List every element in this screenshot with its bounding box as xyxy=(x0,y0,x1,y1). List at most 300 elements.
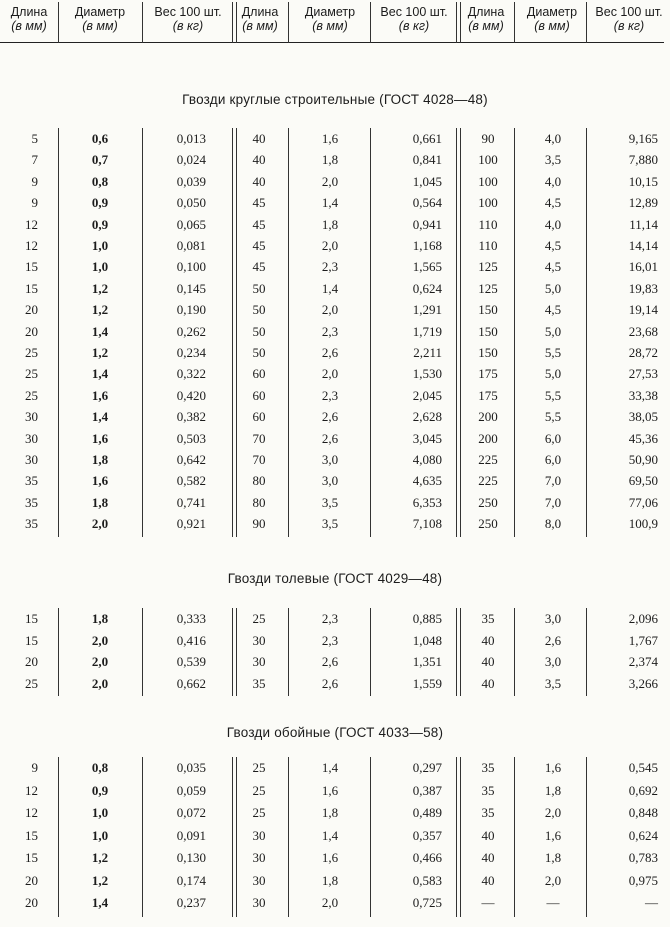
table-cell: 250 xyxy=(478,494,498,510)
table-cell: 12,89 xyxy=(628,195,658,211)
table-cell: 12 xyxy=(25,216,38,232)
column-divider xyxy=(370,128,371,537)
table-cell: 1,8 xyxy=(91,494,109,510)
table-cell: 2,0 xyxy=(544,805,562,820)
table-cell: 1,045 xyxy=(412,173,442,189)
table-cell: 0,9 xyxy=(91,782,109,798)
table-cell: 1,8 xyxy=(91,611,109,626)
table-cell: 35 xyxy=(25,494,38,510)
table-cell: 0,091 xyxy=(176,827,206,843)
table-cell: 0,783 xyxy=(628,850,658,865)
table-cell: 4,5 xyxy=(544,302,562,318)
table-cell: 0,582 xyxy=(176,473,206,489)
column-divider xyxy=(288,608,289,696)
table-cell: 27,53 xyxy=(628,366,658,382)
table-cell: 35 xyxy=(481,805,495,820)
table-cell: 2,0 xyxy=(544,872,562,888)
table-cell: 1,559 xyxy=(412,675,442,691)
table-cell: 35 xyxy=(481,760,495,775)
table-cell: 125 xyxy=(478,280,498,296)
column-header-title: Длина xyxy=(10,5,48,19)
table-cell: 60 xyxy=(252,409,266,425)
column-divider xyxy=(58,608,59,696)
table-cell: 0,237 xyxy=(176,895,206,910)
table-cell: 0,9 xyxy=(91,216,109,232)
table-cell: 1,4 xyxy=(91,366,109,382)
table-cell: 5,0 xyxy=(544,323,562,339)
table-cell: 5 xyxy=(31,131,38,146)
table-cell: 0,921 xyxy=(176,516,206,532)
column-divider xyxy=(586,128,587,537)
table-cell: 1,2 xyxy=(91,280,109,296)
table-cell: 45,36 xyxy=(628,430,658,446)
table-cell: 0,8 xyxy=(91,173,109,189)
table-cell: 7 xyxy=(31,152,38,168)
table-cell: 16,01 xyxy=(628,259,658,275)
column-header-unit: (в мм) xyxy=(312,19,348,33)
table-cell: 25 xyxy=(252,782,266,798)
column-header-unit: (в мм) xyxy=(534,19,570,33)
table-cell: 45 xyxy=(252,238,266,253)
section-title: Гвозди круглые строительные (ГОСТ 4028—48) xyxy=(182,92,488,107)
table-cell: 15 xyxy=(25,259,38,275)
table-cell: 3,045 xyxy=(412,430,442,446)
table-cell: 1,8 xyxy=(91,452,109,467)
table-cell: 35 xyxy=(252,675,266,691)
table-cell: 9,165 xyxy=(628,131,658,146)
table-cell: 1,4 xyxy=(91,409,109,425)
table-cell: 0,100 xyxy=(176,259,206,275)
table-cell: 25 xyxy=(25,675,38,691)
table-cell: 40 xyxy=(481,654,495,669)
table-cell: 125 xyxy=(478,259,498,275)
table-cell: 4,5 xyxy=(544,195,562,211)
table-cell: 0,333 xyxy=(176,611,206,626)
section-title: Гвозди обойные (ГОСТ 4033—58) xyxy=(226,725,444,740)
table-cell: 20 xyxy=(25,895,38,910)
table-cell: 1,168 xyxy=(412,238,442,253)
table-cell: 150 xyxy=(478,323,498,339)
table-cell: 3,0 xyxy=(544,611,562,626)
table-cell: 4,0 xyxy=(544,131,562,146)
table-cell: 20 xyxy=(25,302,38,318)
table-cell: 4,5 xyxy=(544,259,562,275)
table-cell: 40 xyxy=(481,850,495,865)
table-cell: 30 xyxy=(252,895,266,910)
table-cell: 8,0 xyxy=(544,516,562,532)
table-cell: 40 xyxy=(252,152,266,168)
table-cell: 30 xyxy=(252,850,266,865)
column-header-title: Вес 100 шт. xyxy=(154,5,222,19)
table-cell: 35 xyxy=(481,611,495,626)
table-cell: 11,14 xyxy=(629,216,658,232)
table-cell: 2,211 xyxy=(413,345,442,360)
table-cell: 0,297 xyxy=(412,760,442,775)
table-cell: 40 xyxy=(481,675,495,691)
table-cell: 0,9 xyxy=(91,195,109,211)
table-cell: 0,661 xyxy=(412,131,442,146)
table-cell: 10,15 xyxy=(628,173,658,189)
table-cell: 0,013 xyxy=(176,131,206,146)
table-cell: 25 xyxy=(25,366,38,382)
table-cell: 0,322 xyxy=(176,366,206,382)
table-cell: 3,0 xyxy=(321,473,339,489)
table-cell: 0,624 xyxy=(412,280,442,296)
table-cell: 1,6 xyxy=(91,473,109,489)
table-cell: 14,14 xyxy=(628,238,658,253)
table-cell: 3,5 xyxy=(544,675,562,691)
table-cell: 1,8 xyxy=(544,850,562,865)
table-cell: 7,0 xyxy=(544,473,562,489)
table-cell: 12 xyxy=(25,805,38,820)
table-cell: 50 xyxy=(252,323,266,339)
table-cell: 1,351 xyxy=(412,654,442,669)
table-cell: 15 xyxy=(25,827,38,843)
table-cell: 0,234 xyxy=(176,345,206,360)
table-cell: 5,0 xyxy=(544,366,562,382)
column-header xyxy=(588,5,670,33)
column-header-unit: (в мм) xyxy=(242,19,278,33)
table-cell: 38,05 xyxy=(628,409,658,425)
group-divider xyxy=(456,128,461,537)
table-cell: 100,9 xyxy=(628,516,658,532)
table-cell: 0,545 xyxy=(628,760,658,775)
group-divider xyxy=(456,608,461,696)
table-cell: 25 xyxy=(25,387,38,403)
column-divider xyxy=(288,757,289,917)
table-cell: 0,642 xyxy=(176,452,206,467)
group-divider xyxy=(232,757,237,917)
table-cell: 0,387 xyxy=(412,782,442,798)
table-cell: 40 xyxy=(481,632,495,648)
table-cell: 0,382 xyxy=(176,409,206,425)
table-cell: 2,0 xyxy=(91,632,109,648)
table-cell: 30 xyxy=(25,452,38,467)
table-cell: 1,8 xyxy=(321,805,339,820)
column-header xyxy=(60,5,140,33)
table-cell: 0,262 xyxy=(176,323,206,339)
group-divider xyxy=(232,608,237,696)
table-cell: 0,662 xyxy=(176,675,206,691)
table-cell: 1,6 xyxy=(544,827,562,843)
table-cell: 1,2 xyxy=(91,302,109,318)
table-cell: 1,6 xyxy=(321,850,339,865)
column-header-unit: (в мм) xyxy=(11,19,47,33)
table-cell: 3,5 xyxy=(321,516,339,532)
table-cell: 30 xyxy=(25,430,38,446)
table-cell: 35 xyxy=(481,782,495,798)
column-header xyxy=(458,5,514,33)
header-column-divider xyxy=(370,2,371,43)
table-cell: 1,8 xyxy=(321,216,339,232)
table-cell: 30 xyxy=(252,632,266,648)
table-cell: 25 xyxy=(252,611,266,626)
table-cell: 69,50 xyxy=(628,473,658,489)
table-cell: 12 xyxy=(25,238,38,253)
header-column-divider xyxy=(586,2,587,43)
table-cell: 0,050 xyxy=(176,195,206,211)
column-header xyxy=(372,5,456,33)
column-divider xyxy=(514,128,515,537)
table-cell: 50 xyxy=(252,280,266,296)
table-cell: 1,8 xyxy=(544,782,562,798)
table-cell: 1,767 xyxy=(628,632,658,648)
table-cell: 70 xyxy=(252,452,266,467)
table-cell: 6,353 xyxy=(412,494,442,510)
column-header-unit: (в кг) xyxy=(613,19,645,33)
column-header xyxy=(144,5,232,33)
table-cell: 0,035 xyxy=(176,760,206,775)
table-cell: 30 xyxy=(252,827,266,843)
table-cell: 0,039 xyxy=(176,173,206,189)
table-cell: 6,0 xyxy=(544,452,562,467)
table-cell: 0,583 xyxy=(412,872,442,888)
table-cell: 1,4 xyxy=(321,280,339,296)
table-cell: 2,0 xyxy=(321,173,339,189)
table-cell: 1,0 xyxy=(91,827,109,843)
table-cell: 200 xyxy=(478,430,498,446)
table-cell: 6,0 xyxy=(544,430,562,446)
table-cell: 40 xyxy=(252,173,266,189)
table-cell: 0,741 xyxy=(176,494,206,510)
table-cell: 25 xyxy=(25,345,38,360)
column-divider xyxy=(58,128,59,537)
table-cell: 175 xyxy=(478,387,498,403)
table-cell: 1,291 xyxy=(412,302,442,318)
table-cell: 60 xyxy=(252,366,266,382)
table-cell: 12 xyxy=(25,782,38,798)
header-divider xyxy=(0,42,664,43)
column-divider xyxy=(586,757,587,917)
column-header-title: Вес 100 шт. xyxy=(595,5,663,19)
table-cell: 2,0 xyxy=(91,654,109,669)
column-divider xyxy=(370,757,371,917)
table-cell: 9 xyxy=(31,195,38,211)
header-column-divider xyxy=(58,2,59,43)
column-header-title: Диаметр xyxy=(304,5,356,19)
table-cell: 1,4 xyxy=(321,827,339,843)
table-cell: 0,725 xyxy=(412,895,442,910)
table-cell: 7,0 xyxy=(544,494,562,510)
table-cell: 2,045 xyxy=(412,387,442,403)
table-cell: 0,357 xyxy=(412,827,442,843)
table-cell: 40 xyxy=(252,131,266,146)
table-cell: 1,4 xyxy=(321,195,339,211)
table-cell: 80 xyxy=(252,494,266,510)
table-cell: 4,080 xyxy=(412,452,442,467)
table-cell: 225 xyxy=(478,452,498,467)
table-cell: 1,048 xyxy=(412,632,442,648)
table-cell: 1,719 xyxy=(412,323,442,339)
table-cell: 1,6 xyxy=(91,430,109,446)
table-cell: 1,565 xyxy=(412,259,442,275)
table-cell: 2,6 xyxy=(321,430,339,446)
table-cell: 0,841 xyxy=(412,152,442,168)
table-cell: 70 xyxy=(252,430,266,446)
table-cell: 2,0 xyxy=(91,516,109,532)
table-cell: 35 xyxy=(25,473,38,489)
table-cell: 150 xyxy=(478,345,498,360)
section-title: Гвозди толевые (ГОСТ 4029—48) xyxy=(227,571,443,586)
table-cell: 60 xyxy=(252,387,266,403)
column-header-unit: (в мм) xyxy=(468,19,504,33)
table-cell: 1,0 xyxy=(91,805,109,820)
table-cell: 0,174 xyxy=(176,872,206,888)
table-cell: 4,0 xyxy=(544,216,562,232)
table-cell: 4,0 xyxy=(544,173,562,189)
table-cell: 90 xyxy=(252,516,266,532)
table-cell: 30 xyxy=(252,654,266,669)
table-cell: 2,3 xyxy=(321,632,339,648)
table-cell: 175 xyxy=(478,366,498,382)
table-cell: 2,3 xyxy=(321,323,339,339)
column-header-unit: (в кг) xyxy=(172,19,204,33)
table-cell: 225 xyxy=(478,473,498,489)
table-cell: 77,06 xyxy=(628,494,658,510)
table-cell: 1,6 xyxy=(544,760,562,775)
table-cell: 150 xyxy=(478,302,498,318)
table-cell: 23,68 xyxy=(628,323,658,339)
header-column-divider xyxy=(514,2,515,43)
table-cell: 2,0 xyxy=(321,302,339,318)
table-cell: 3,5 xyxy=(544,152,562,168)
table-cell: 20 xyxy=(25,323,38,339)
table-cell: 0,190 xyxy=(176,302,206,318)
table-cell: 0,941 xyxy=(412,216,442,232)
column-header-title: Длина xyxy=(241,5,279,19)
table-cell: 1,6 xyxy=(321,782,339,798)
table-cell: 1,4 xyxy=(91,895,109,910)
table-cell: 0,466 xyxy=(412,850,442,865)
column-header-title: Вес 100 шт. xyxy=(380,5,448,19)
table-cell: 2,0 xyxy=(91,675,109,691)
table-cell: 2,6 xyxy=(321,675,339,691)
column-divider xyxy=(142,608,143,696)
table-cell: 15 xyxy=(25,632,38,648)
table-cell: 30 xyxy=(25,409,38,425)
table-cell: 2,374 xyxy=(628,654,658,669)
column-divider xyxy=(586,608,587,696)
table-cell: 1,2 xyxy=(91,345,109,360)
table-cell: 28,72 xyxy=(628,345,658,360)
table-cell: 0,564 xyxy=(412,195,442,211)
table-cell: 0,145 xyxy=(176,280,206,296)
table-cell: 9 xyxy=(31,760,38,775)
table-cell: 50,90 xyxy=(628,452,658,467)
table-cell: 1,8 xyxy=(321,872,339,888)
table-cell: 0,7 xyxy=(91,152,109,168)
column-divider xyxy=(514,757,515,917)
table-cell: 1,4 xyxy=(91,323,109,339)
table-cell: 5,5 xyxy=(544,387,562,403)
table-cell: 15 xyxy=(25,850,38,865)
table-cell: 19,14 xyxy=(628,302,658,318)
table-cell: 7,880 xyxy=(628,152,658,168)
table-cell: 2,6 xyxy=(321,654,339,669)
table-cell: 5,5 xyxy=(544,345,562,360)
table-cell: 25 xyxy=(252,760,266,775)
column-divider xyxy=(58,757,59,917)
column-header-unit: (в мм) xyxy=(82,19,118,33)
header-group-divider xyxy=(456,2,461,43)
table-cell: 100 xyxy=(478,152,498,168)
table-cell: 0,059 xyxy=(176,782,206,798)
column-header xyxy=(516,5,588,33)
header-column-divider xyxy=(142,2,143,43)
table-cell: 200 xyxy=(478,409,498,425)
table-cell: 0,489 xyxy=(412,805,442,820)
table-cell: 25 xyxy=(252,805,266,820)
group-divider xyxy=(232,128,237,537)
table-cell: 3,0 xyxy=(544,654,562,669)
column-divider xyxy=(142,128,143,537)
table-cell: 7,108 xyxy=(412,516,442,532)
table-cell: 2,3 xyxy=(321,611,339,626)
table-cell: 9 xyxy=(31,173,38,189)
table-cell: 2,6 xyxy=(321,409,339,425)
table-cell: 2,3 xyxy=(321,259,339,275)
table-cell: 0,8 xyxy=(91,760,109,775)
table-cell: 110 xyxy=(478,238,498,253)
table-cell: 40 xyxy=(481,827,495,843)
table-cell: 15 xyxy=(25,611,38,626)
column-header-unit: (в кг) xyxy=(398,19,430,33)
table-cell: 33,38 xyxy=(628,387,658,403)
table-cell: 5,5 xyxy=(544,409,562,425)
table-cell: 45 xyxy=(252,195,266,211)
table-cell: 0,975 xyxy=(628,872,658,888)
table-cell: 0,416 xyxy=(176,632,206,648)
table-cell: 15 xyxy=(25,280,38,296)
table-cell: 2,6 xyxy=(321,345,339,360)
header-column-divider xyxy=(288,2,289,43)
table-cell: — xyxy=(645,895,658,910)
table-cell: 0,503 xyxy=(176,430,206,446)
table-cell: 3,5 xyxy=(321,494,339,510)
table-cell: 35 xyxy=(25,516,38,532)
table-cell: 4,635 xyxy=(412,473,442,489)
table-cell: 0,885 xyxy=(412,611,442,626)
table-cell: 2,628 xyxy=(412,409,442,425)
table-cell: 2,0 xyxy=(321,366,339,382)
column-header xyxy=(234,5,286,33)
table-cell: 250 xyxy=(478,516,498,532)
table-cell: 110 xyxy=(478,216,498,232)
table-cell: 5,0 xyxy=(544,280,562,296)
table-cell: 100 xyxy=(478,173,498,189)
group-divider xyxy=(456,757,461,917)
column-divider xyxy=(142,757,143,917)
column-header-title: Длина xyxy=(467,5,505,19)
table-cell: 3,0 xyxy=(321,452,339,467)
table-cell: 0,6 xyxy=(91,131,109,146)
column-header xyxy=(0,5,58,33)
table-cell: 40 xyxy=(481,872,495,888)
table-cell: 0,081 xyxy=(176,238,206,253)
table-cell: 1,0 xyxy=(91,259,109,275)
table-cell: 0,072 xyxy=(176,805,206,820)
column-header xyxy=(290,5,370,33)
table-cell: 2,0 xyxy=(321,238,339,253)
column-header-title: Диаметр xyxy=(526,5,578,19)
table-cell: 80 xyxy=(252,473,266,489)
column-divider xyxy=(288,128,289,537)
table-cell: 3,266 xyxy=(628,675,658,691)
table-cell: 2,0 xyxy=(321,895,339,910)
table-cell: 1,8 xyxy=(321,152,339,168)
table-cell: 1,4 xyxy=(321,760,339,775)
table-cell: 90 xyxy=(481,131,495,146)
